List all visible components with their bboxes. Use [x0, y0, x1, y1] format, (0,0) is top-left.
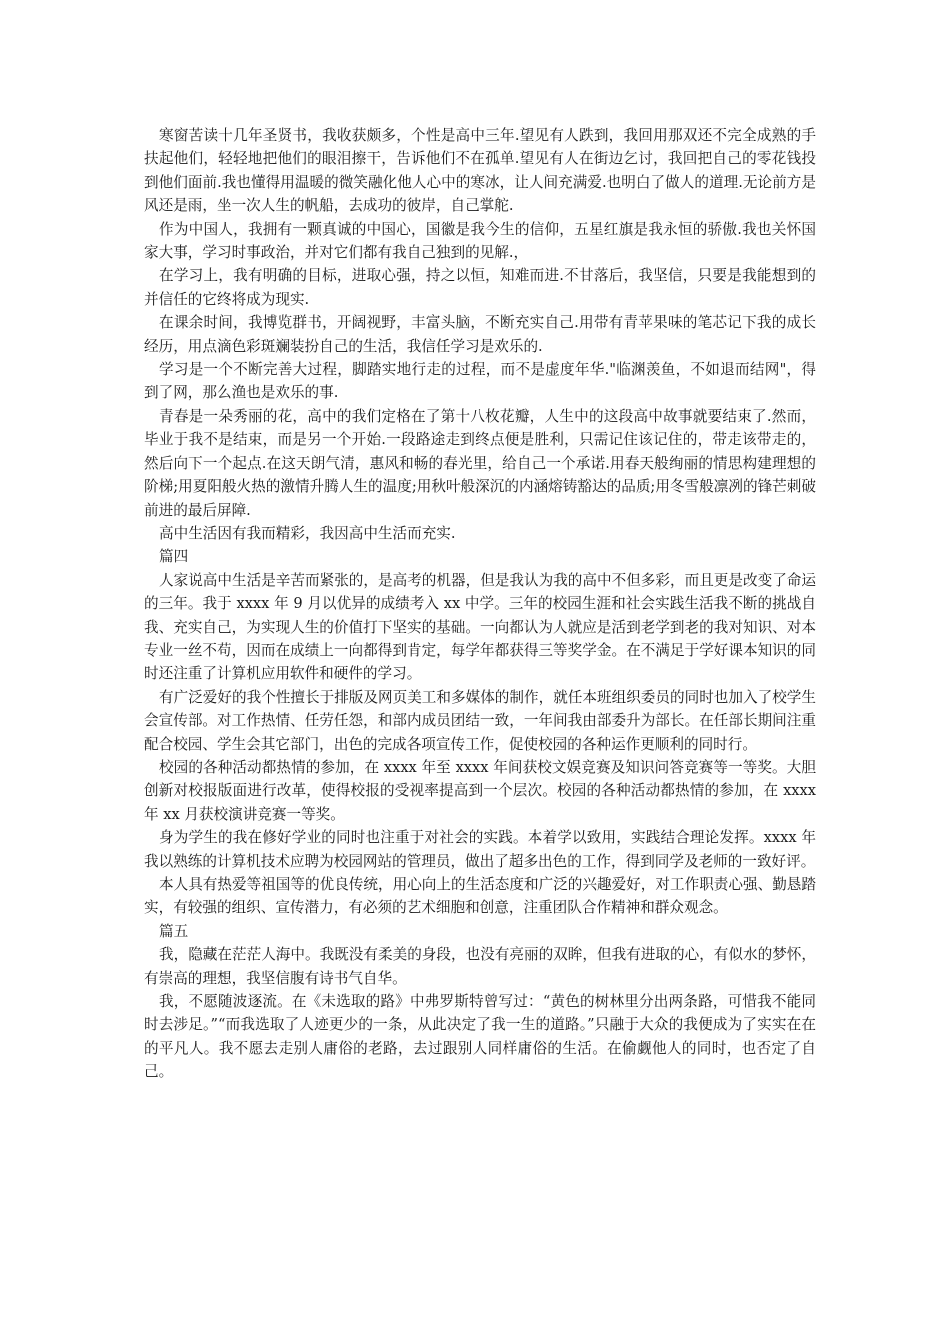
document-body — [144, 124, 816, 1084]
paragraph: 高中生活因有我而精彩，我因高中生活而充实. — [159, 524, 456, 542]
paragraph: 校园的各种活动都热情的参加，在 xxxx 年至 xxxx 年间获校文娱竞赛及知识问答竞赛等一等奖。大胆创新对校报版面进行改革，使得校报的受视率提高到一个层次。校园的各种活动都热情的参加，在 xxxx 年 xx 月获校演讲竞赛一等奖。 — [144, 758, 816, 823]
paragraph: 青春是一朵秀丽的花，高中的我们定格在了第十八枚花瓣，人生中的这段高中故事就要结束了.然而，毕业于我不是结束，而是另一个开始.一段路途走到终点便是胜利，只需记住该记住的，带走该带走的，然后向下一个起点.在这天朗气清，惠风和畅的春光里，给自己一个承诺.用春天般绚丽的情思构建理想的阶梯;用夏阳般火热的激情升腾人生的温度;用秋叶般深沉的内涵熔铸豁达的品质;用冬雪般凛冽的锋芒刺破前进的最后屏障. — [144, 407, 816, 519]
paragraph: 本人具有热爱等祖国等的优良传统，用心向上的生活态度和广泛的兴趣爱好，对工作职责心强、勤恳踏实，有较强的组织、宣传潜力，有必须的艺术细胞和创意，注重团队合作精神和群众观念。 — [144, 876, 816, 917]
paragraph: 作为中国人，我拥有一颗真诚的中国心，国徽是我今生的信仰，五星红旗是我永恒的骄傲.我也关怀国家大事，学习时事政治，并对它们都有我自己独到的见解.， — [144, 220, 816, 262]
paragraph: 在课余时间，我博览群书，开阔视野，丰富头脑，不断充实自己.用带有青苹果味的笔芯记下我的成长经历，用点滴色彩斑斓装扮自己的生活，我信任学习是欢乐的. — [144, 314, 816, 355]
paragraph: 我，不愿随波逐流。在《未选取的路》中弗罗斯特曾写过：“黄色的树林里分出两条路，可惜我不能同时去涉足。”“而我选取了人迹更少的一条，从此决定了我一生的道路。”只融于大众的我便成为了实实在在的平凡人。我不愿去走别人庸俗的老路，去过跟别人同样庸俗的生活。在偷觑他人的同时，也否定了自己。 — [144, 993, 816, 1081]
paragraph: 身为学生的我在修好学业的同时也注重于对社会的实践。本着学以致用，实践结合理论发挥。xxxx 年我以熟练的计算机技术应聘为校园网站的管理员，做出了超多出色的工作，得到同学及老师的一致好评。 — [144, 829, 816, 870]
paragraph: 在学习上，我有明确的目标，进取心强，持之以恒，知难而进.不甘落后，我坚信，只要是我能想到的并信任的它终将成为现实. — [144, 267, 816, 308]
paragraph: 学习是一个不断完善大过程，脚踏实地行走的过程，而不是虚度年华."临渊羡鱼，不如退而结网"，得到了网，那么渔也是欢乐的事. — [144, 361, 816, 402]
section-heading: 篇四 — [159, 548, 189, 566]
paragraph: 寒窗苦读十几年圣贤书，我收获颇多，个性是高中三年.望见有人跌到，我回用那双还不完全成熟的手扶起他们，轻轻地把他们的眼泪擦干，告诉他们不在孤单.望见有人在街边乞讨，我回把自己的零花钱投到他们面前.我也懂得用温暖的微笑融化他人心中的寒冰，让人间充满爱.也明白了做人的道理.无论前方是风还是雨，坐一次人生的帆船，去成功的彼岸，自己掌舵. — [144, 127, 816, 215]
paragraph: 人家说高中生活是辛苦而紧张的，是高考的机器，但是我认为我的高中不但多彩，而且更是改变了命运的三年。我于 xxxx 年 9 月以优异的成绩考入 xx 中学。三年的校园生涯和社会实践生活我不断的挑战自我、充实自己，为实现人生的价值打下坚实的基础。一向都认为人就应是活到老学到老的我对知识、对本专业一丝不苟，因而在成绩上一向都得到肯定，每学年都获得三等奖学金。在不满足于学好课本知识的同时还注重了计算机应用软件和硬件的学习。 — [144, 571, 816, 683]
section-heading: 篇五 — [159, 922, 189, 940]
paragraph: 我，隐藏在茫茫人海中。我既没有柔美的身段，也没有亮丽的双眸，但我有进取的心，有似水的梦怀，有崇高的理想，我坚信腹有诗书气自华。 — [144, 946, 816, 987]
paragraph: 有广泛爱好的我个性擅长于排版及网页美工和多媒体的制作，就任本班组织委员的同时也加入了校学生会宣传部。对工作热情、任劳任怨，和部内成员团结一致，一年间我由部委升为部长。在任部长期间注重配合校园、学生会其它部门，出色的完成各项宣传工作，促使校园的各种运作更顺利的同时行。 — [144, 688, 816, 753]
